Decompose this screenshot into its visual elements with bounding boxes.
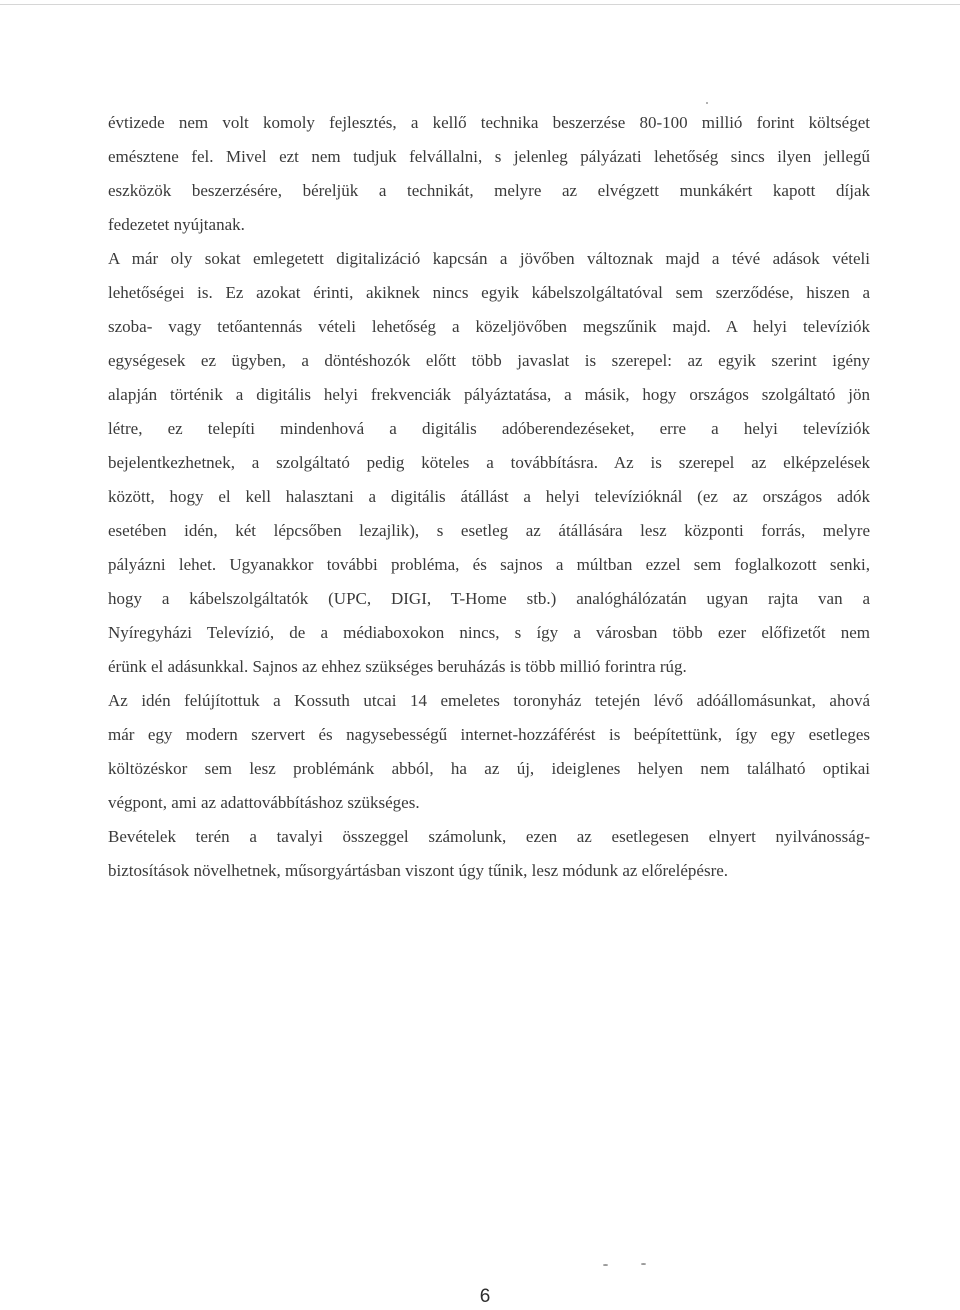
- text-line: végpont, ami az adattovábbításhoz szükséges.: [108, 793, 420, 812]
- text-line: már egy modern szervert és nagysebességű internet-hozzáférést is beépítettünk, így egy esetleges: [108, 725, 870, 744]
- scan-speck: [706, 102, 708, 104]
- text-line: egységesek ez ügyben, a döntéshozók előtt több javaslat is szerepel: az egyik szerint igény: [108, 351, 870, 370]
- text-line: évtizede nem volt komoly fejlesztés, a kellő technika beszerzése 80-100 millió forint költséget: [108, 113, 870, 132]
- scan-speck: [603, 1264, 608, 1266]
- text-line: hogy a kábelszolgáltatók (UPC, DIGI, T-Home stb.) analóghálózatán ugyan rajta van a: [108, 589, 870, 608]
- text-line: A már oly sokat emlegetett digitalizáció kapcsán a jövőben változnak majd a tévé adások vételi: [108, 249, 870, 268]
- body-text: [108, 106, 870, 888]
- text-line: alapján történik a digitális helyi frekvenciák pályáztatása, a másik, hogy országos szolgáltató jön: [108, 385, 870, 404]
- text-line: biztosítások növelhetnek, műsorgyártásban viszont úgy tűnik, lesz módunk az előrelépésre.: [108, 861, 729, 880]
- text-line: között, hogy el kell halasztani a digitális átállást a helyi televízióknál (ez az országos adók: [108, 487, 870, 506]
- text-line: lehetőségei is. Ez azokat érinti, akiknek nincs egyik kábelszolgáltatóval sem szerződése, hiszen a: [108, 283, 870, 302]
- text-line: bejelentkezhetnek, a szolgáltató pedig köteles a továbbításra. Az is szerepel az elképzelések: [108, 453, 870, 472]
- text-line: Nyíregyházi Televízió, de a médiaboxokon nincs, s így a városban több ezer előfizetőt nem: [108, 623, 870, 642]
- text-line: fedezetet nyújtanak.: [108, 215, 245, 234]
- text-line: Bevételek terén a tavalyi összeggel számolunk, ezen az esetlegesen elnyert nyilvánosság-: [108, 827, 870, 846]
- scan-edge-line: [0, 4, 960, 5]
- text-line: pályázni lehet. Ugyanakkor további probléma, és sajnos a múltban ezzel sem foglalkozott senki,: [108, 555, 870, 574]
- text-line: költözéskor sem lesz problémánk abból, ha az új, ideiglenes helyen nem található optikai: [108, 759, 870, 778]
- text-line: eszközök beszerzésére, béreljük a technikát, melyre az elvégzett munkákért kapott díjak: [108, 181, 870, 200]
- text-line: létre, ez telepíti mindenhová a digitális adóberendezéseket, erre a helyi televíziók: [108, 419, 870, 438]
- text-line: esetében idén, két lépcsőben lezajlik), s esetleg az átállására lesz központi forrás, melyre: [108, 521, 870, 540]
- text-line: emésztene fel. Mivel ezt nem tudjuk felvállalni, s jelenleg pályázati lehetőség sincs ilyen jellegű: [108, 147, 870, 166]
- text-line: Az idén felújítottuk a Kossuth utcai 14 emeletes toronyház tetején lévő adóállomásunkat, ahová: [108, 691, 870, 710]
- scan-speck: [641, 1263, 646, 1265]
- page-number: 6: [479, 1286, 491, 1307]
- text-line: érünk el adásunkkal. Sajnos az ehhez szükséges beruházás is több millió forintra rúg.: [108, 657, 687, 676]
- text-line: szoba- vagy tetőantennás vételi lehetőség a közeljövőben megszűnik majd. A helyi televíziók: [108, 317, 870, 336]
